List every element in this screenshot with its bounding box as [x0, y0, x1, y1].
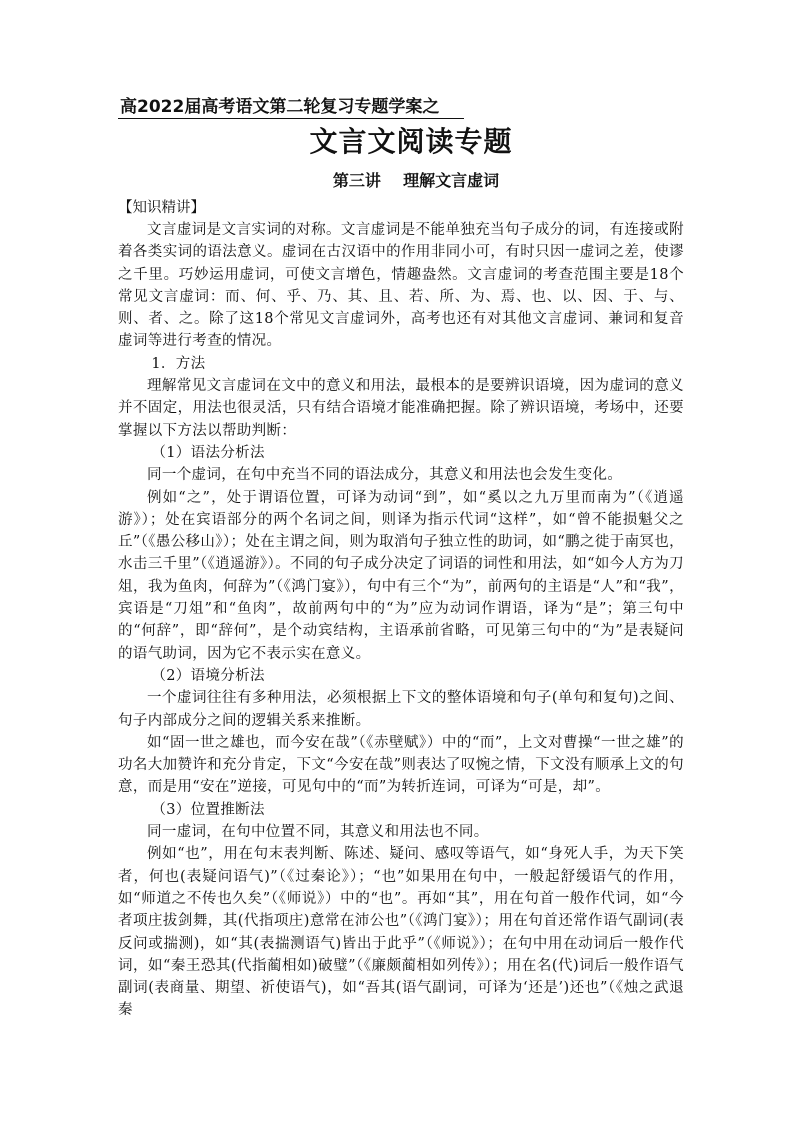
heading-position-inference: （3）位置推断法 — [151, 801, 265, 818]
section-label: 【知识精讲】 — [118, 200, 205, 216]
paragraph-context-2: 如“固一世之雄也，而今安在哉”（《赤壁赋》）中的“而”，上文对曹操“一世之雄”的功名大加赞许和充分肯定，下文“今安在哉”则表达了叹惋之情，下文没有顺承上文的句意，而是用“安在”逆接，可见句中的“而”为转折连词，可译为“可是，却”。 — [118, 734, 684, 796]
main-title: 文言文阅读专题 — [309, 125, 513, 158]
paragraph-context-1: 一个虚词往往有多种用法，必须根据上下文的整体语境和句子(单句和复句)之间、句子内部成分之间的逻辑关系来推断。 — [118, 690, 684, 729]
paragraph-position-1: 同一虚词，在句中位置不同，其意义和用法也不同。 — [147, 824, 489, 841]
paragraph-grammar-2: 例如“之”，处于谓语位置，可译为动词“到”，如“奚以之九万里而南为”（《逍遥游》）；处在宾语部分的两个名词之间，则译为指示代词“这样”，如“曾不能损魁父之丘”（《愚公移山》）；处在主谓之间，则为取消句子独立性的助词，如“鹏之徙于南冥也，水击三千里”（《逍遥游》）。不同的句子成分决定了词语的词性和用法，如“如今人方为刀俎，我为鱼肉，何辞为”（《鸿门宴》），句中有三个“为”，前两句的主语是“人”和“我”，宾语是“刀俎”和“鱼肉”，故前两句中的“为”应为动词作谓语，译为“是”；第三句中的“何辞”，即“辞何”，是个动宾结构，主语承前省略，可见第三句中的“为”是表疑问的语气助词，因为它不表示实在意义。 — [118, 489, 684, 662]
heading-method: 1．方法 — [151, 355, 206, 372]
heading-grammar-analysis: （1）语法分析法 — [151, 444, 265, 461]
body-text — [118, 219, 684, 1022]
paragraph-grammar-1: 同一个虚词，在句中充当不同的语法成分，其意义和用法也会发生变化。 — [147, 467, 623, 484]
series-title: 高2022届高考语文第二轮复习专题学案之 — [118, 96, 464, 119]
paragraph-position-2: 例如“也”，用在句末表判断、陈述、疑问、感叹等语气，如“身死人手，为天下笑者，何也(表疑问语气)”（《过秦论》）；“也”如果用在句中，一般起舒缓语气的作用，如“师道之不传也久矣”（《师说》）中的“也”。再如“其”，用在句首一般作代词，如“今者项庄拔剑舞，其(代指项庄)意常在沛公也”（《鸿门宴》）；用在句首还常作语气副词(表反问或揣测)，如“其(表揣测语气)皆出于此乎”（《师说》）；在句中用在动词后一般作代词，如“秦王恐其(代指蔺相如)破璧”（《廉颇蔺相如列传》）；用在名(代)词后一般作语气副词(表商量、期望、祈使语气)，如“吾其(语气副词，可译为‘还是’)还也”（《烛之武退秦 — [118, 846, 684, 1019]
paragraph-intro: 文言虚词是文言实词的对称。文言虚词是不能单独充当句子成分的词，有连接或附着各类实词的语法意义。虚词在古汉语中的作用非同小可，有时只因一虚词之差，使谬之千里。巧妙运用虚词，可使文言增色，情趣盎然。文言虚词的考查范围主要是18个常见文言虚词：而、何、乎、乃、其、且、若、所、为、焉、也、以、因、于、与、则、者、之。除了这18个常见文言虚词外，高考也还有对其他文言虚词、兼词和复音虚词等进行考查的情况。 — [118, 222, 684, 350]
document-page — [118, 96, 684, 1022]
heading-context-analysis: （2）语境分析法 — [151, 667, 265, 684]
lecture-title: 第三讲 理解文言虚词 — [332, 171, 500, 190]
paragraph-method: 理解常见文言虚词在文中的意义和用法，最根本的是要辨识语境，因为虚词的意义并不固定，用法也很灵活，只有结合语境才能准确把握。除了辨识语境，考场中，还要掌握以下方法以帮助判断： — [118, 378, 684, 439]
